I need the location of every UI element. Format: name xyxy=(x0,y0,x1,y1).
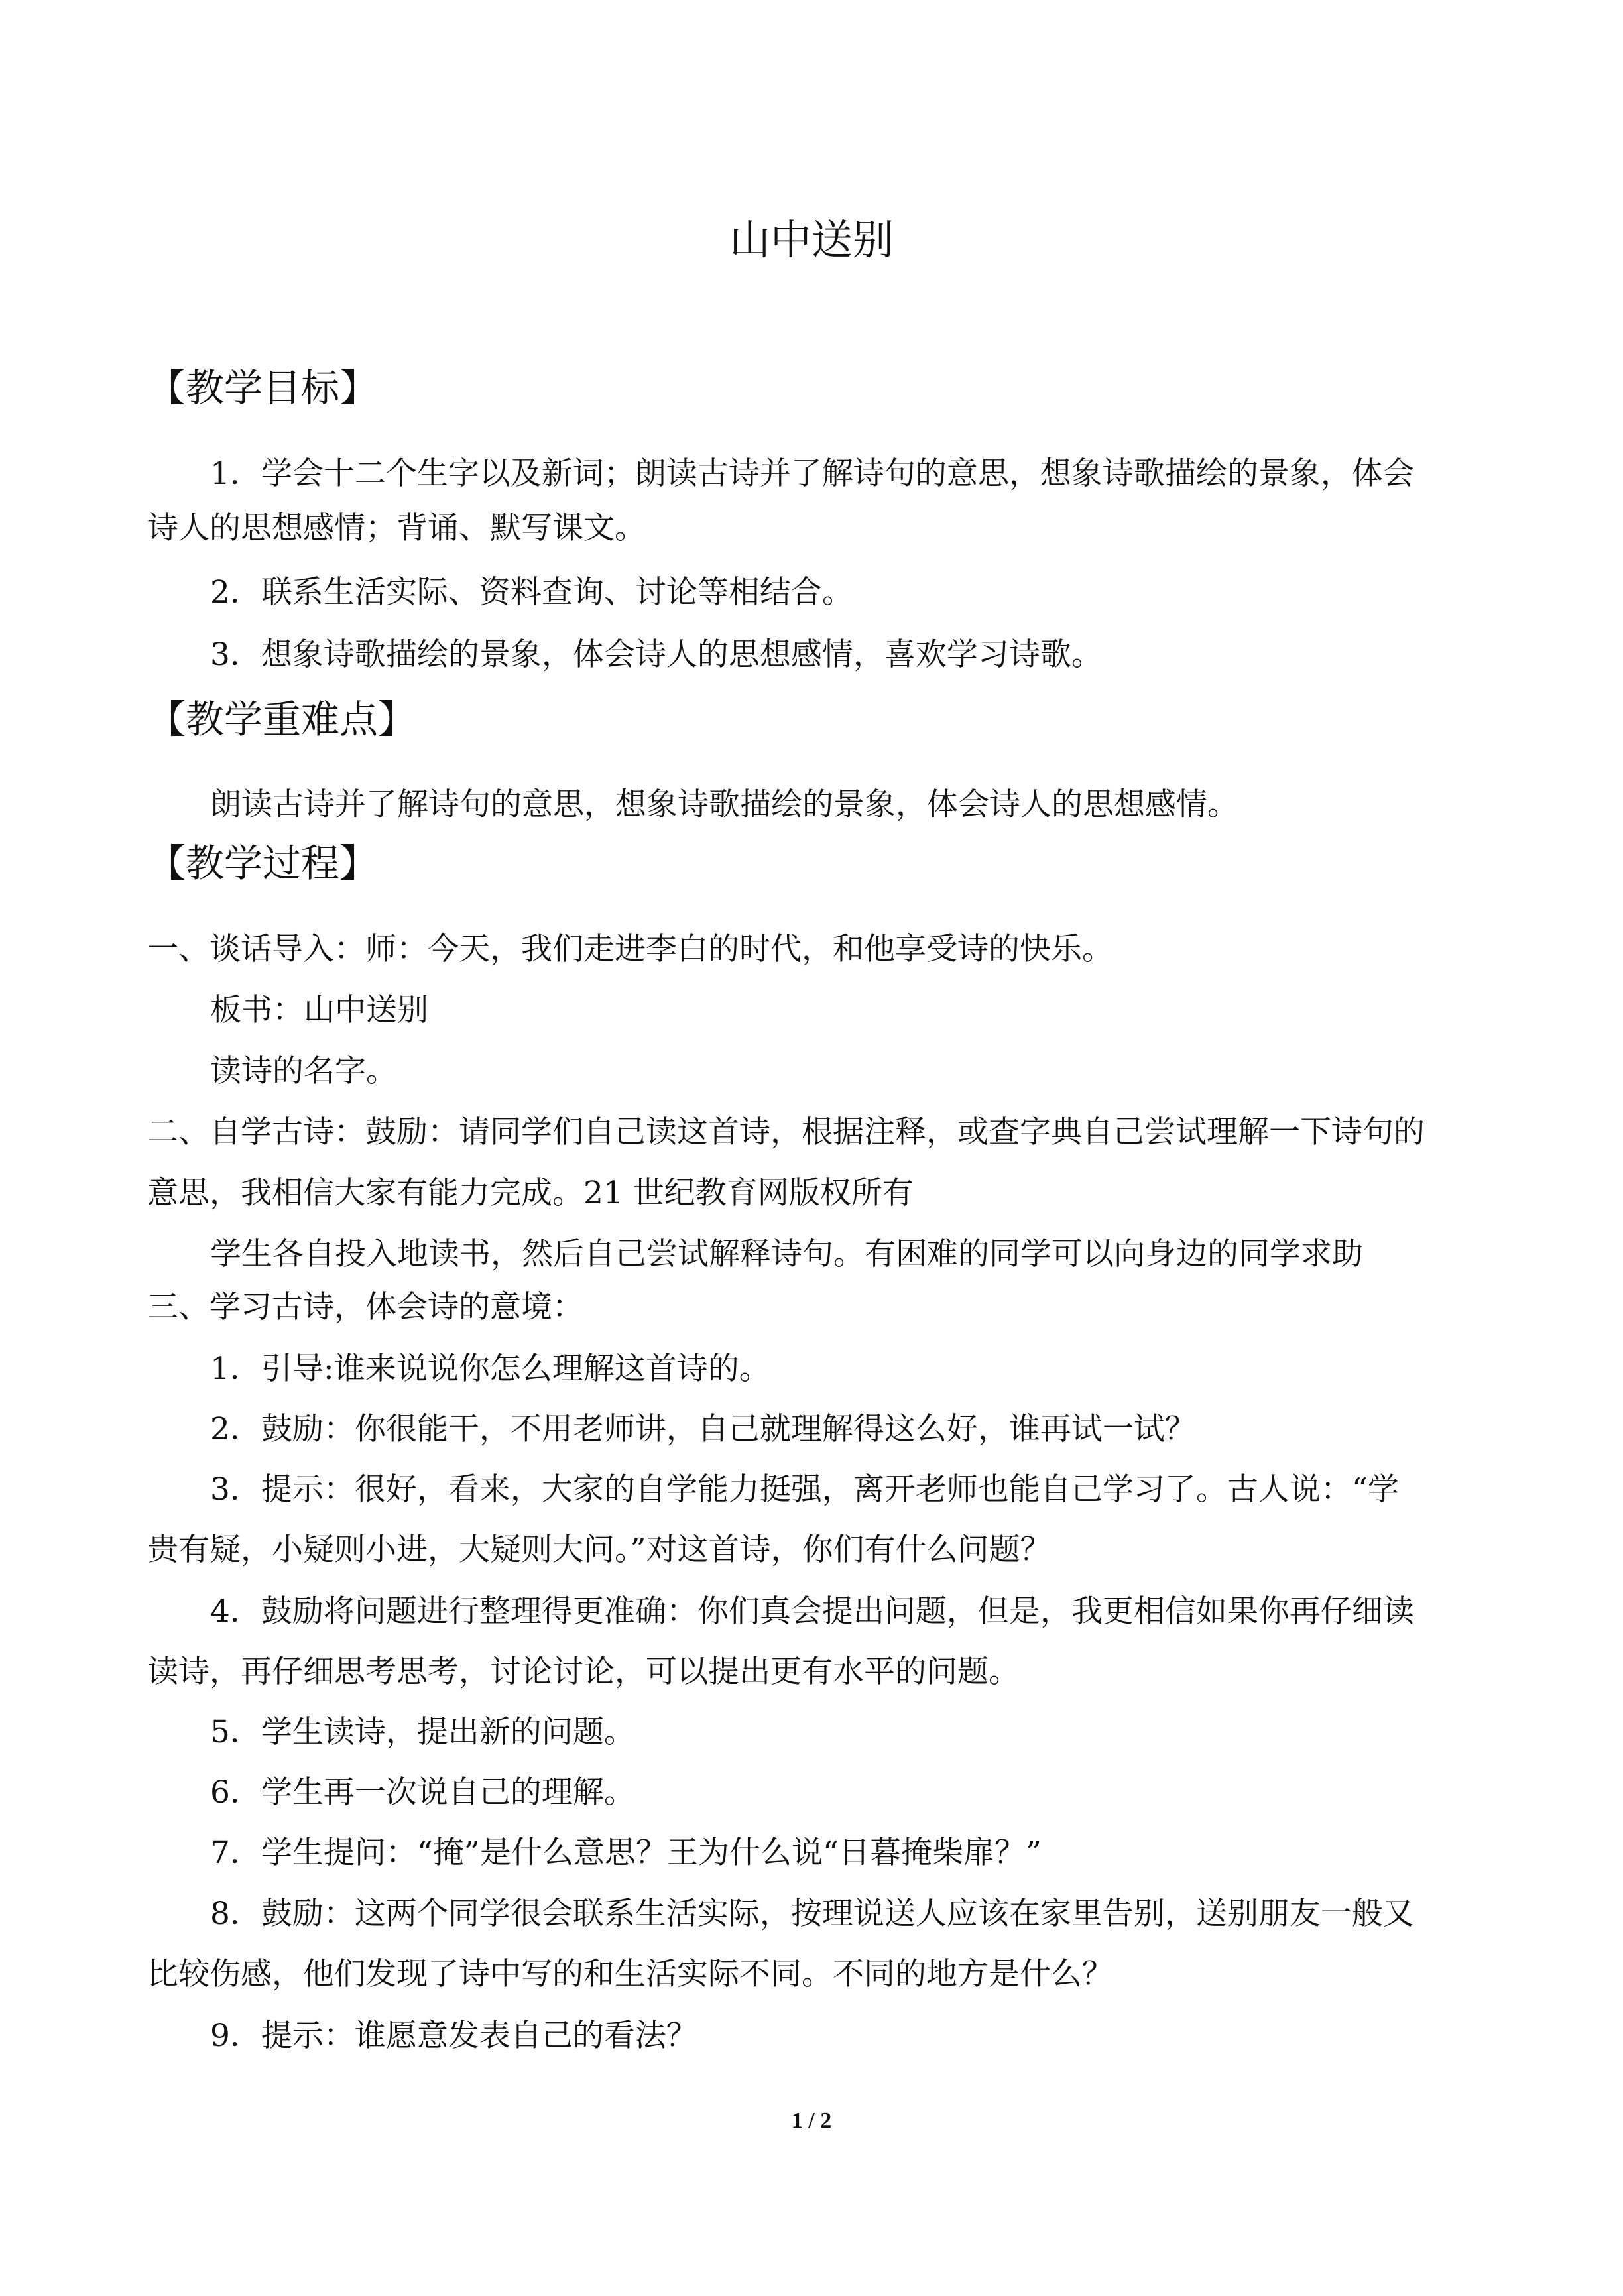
paragraph-line: 学生各自投入地读书，然后自己尝试解释诗句。有困难的同学可以向身边的同学求助 xyxy=(210,1236,1363,1272)
paragraph-line: 读诗的名字。 xyxy=(210,1053,397,1089)
paragraph-line: 板书：山中送别 xyxy=(210,992,428,1028)
paragraph-line: 1．引导:谁来说说你怎么理解这首诗的。 xyxy=(210,1351,770,1387)
paragraph-line: 5．学生读诗，提出新的问题。 xyxy=(210,1714,635,1750)
paragraph-line: 意思，我相信大家有能力完成。21 世纪教育网版权所有 xyxy=(147,1175,914,1211)
section-heading-process: 【教学过程】 xyxy=(147,841,379,886)
paragraph-line: 8．鼓励：这两个同学很会联系生活实际，按理说送人应该在家里告别，送别朋友一般又 xyxy=(210,1896,1414,1932)
paragraph-line: 3．提示：很好，看来，大家的自学能力挺强，离开老师也能自己学习了。古人说：“学 xyxy=(210,1471,1399,1508)
paragraph-line: 4．鼓励将问题进行整理得更准确：你们真会提出问题，但是，我更相信如果你再仔细读 xyxy=(210,1593,1414,1630)
paragraph-line: 2．联系生活实际、资料查询、讨论等相结合。 xyxy=(210,574,853,611)
paragraph-line: 9．提示：谁愿意发表自己的看法？ xyxy=(210,2018,697,2054)
page-number: 1 / 2 xyxy=(791,2108,832,2133)
paragraph-line: 比较伤感，他们发现了诗中写的和生活实际不同。不同的地方是什么？ xyxy=(147,1956,1113,1992)
paragraph-line: 二、自学古诗：鼓励：请同学们自己读这首诗，根据注释，或查字典自己尝试理解一下诗句的 xyxy=(147,1114,1425,1150)
paragraph-line: 三、学习古诗，体会诗的意境： xyxy=(147,1289,583,1325)
section-heading-key-points: 【教学重难点】 xyxy=(147,697,417,742)
paragraph-line: 3．想象诗歌描绘的景象，体会诗人的思想感情，喜欢学习诗歌。 xyxy=(210,636,1103,673)
paragraph-line: 6．学生再一次说自己的理解。 xyxy=(210,1774,635,1811)
paragraph-line: 7．学生提问：“掩”是什么意思？王为什么说“日暮掩柴扉？” xyxy=(210,1835,1042,1871)
paragraph-line: 诗人的思想感情；背诵、默写课文。 xyxy=(147,510,646,546)
document-title: 山中送别 xyxy=(729,215,894,264)
section-heading-objectives: 【教学目标】 xyxy=(147,365,379,410)
paragraph-line: 2．鼓励：你很能干，不用老师讲，自己就理解得这么好，谁再试一试？ xyxy=(210,1411,1196,1447)
paragraph-line: 读诗，再仔细思考思考，讨论讨论，可以提出更有水平的问题。 xyxy=(147,1654,1020,1690)
paragraph-line: 贵有疑，小疑则小进，大疑则大问。”对这首诗，你们有什么问题？ xyxy=(147,1532,1052,1568)
paragraph-line: 1．学会十二个生字以及新词；朗读古诗并了解诗句的意思，想象诗歌描绘的景象，体会 xyxy=(210,455,1414,492)
paragraph-line: 一、谈话导入：师：今天，我们走进李白的时代，和他享受诗的快乐。 xyxy=(147,931,1113,967)
paragraph-line: 朗读古诗并了解诗句的意思，想象诗歌描绘的景象，体会诗人的思想感情。 xyxy=(210,786,1238,823)
